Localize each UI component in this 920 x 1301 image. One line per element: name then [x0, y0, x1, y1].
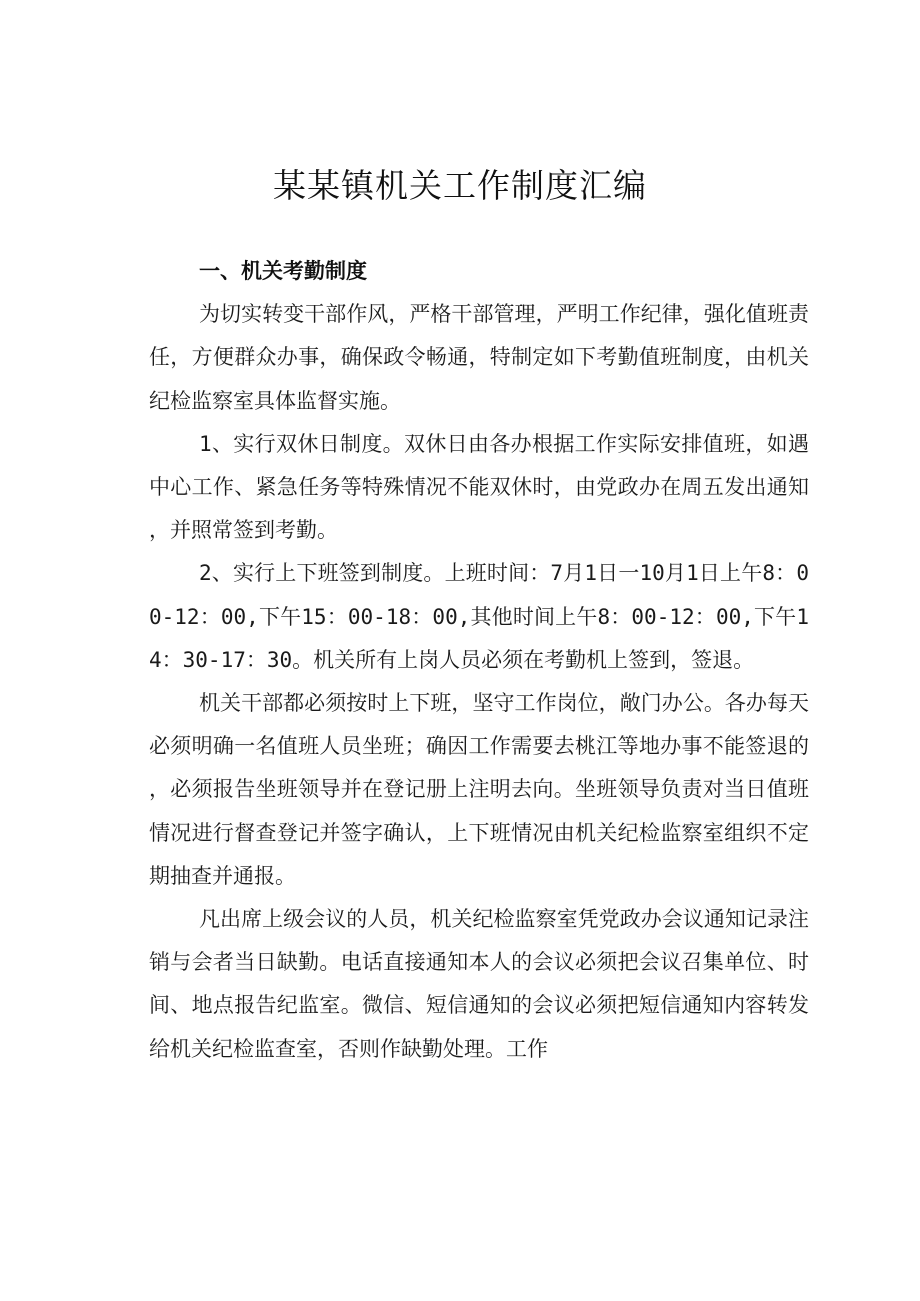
document-title: 某某镇机关工作制度汇编: [273, 166, 647, 205]
paragraph-meetings: 凡出席上级会议的人员，机关纪检监察室凭党政办会议通知记录注销与会者当日缺勤。电话直接通知本人的会议必须把会议召集单位、时间、地点报告纪监室。微信、短信通知的会议必须把短信通知内容转发给机关纪检监查室，否则作缺勤处理。工作: [149, 907, 809, 1061]
document-body: [149, 250, 809, 1071]
paragraph-rule-2: 2、实行上下班签到制度。上班时间：7月1日一10月1日上午8：00-12：00,下午15：00-18：00,其他时间上午8：00-12：00,下午14：30-17：30。机关所有上岗人员必须在考勤机上签到，签退。: [149, 561, 809, 672]
section-heading: 一、机关考勤制度: [199, 259, 367, 283]
paragraph-duty: 机关干部都必须按时上下班，坚守工作岗位，敞门办公。各办每天必须明确一名值班人员坐班；确因工作需要去桃江等地办事不能签退的，必须报告坐班领导并在登记册上注明去向。坐班领导负责对当日值班情况进行督查登记并签字确认，上下班情况由机关纪检监察室组织不定期抽查并通报。: [149, 691, 809, 888]
paragraph-intro: 为切实转变干部作风，严格干部管理，严明工作纪律，强化值班责任，方便群众办事，确保政令畅通，特制定如下考勤值班制度，由机关纪检监察室具体监督实施。: [149, 302, 809, 413]
paragraph-rule-1: 1、实行双休日制度。双休日由各办根据工作实际安排值班，如遇中心工作、紧急任务等特殊情况不能双休时，由党政办在周五发出通知，并照常签到考勤。: [149, 431, 809, 543]
